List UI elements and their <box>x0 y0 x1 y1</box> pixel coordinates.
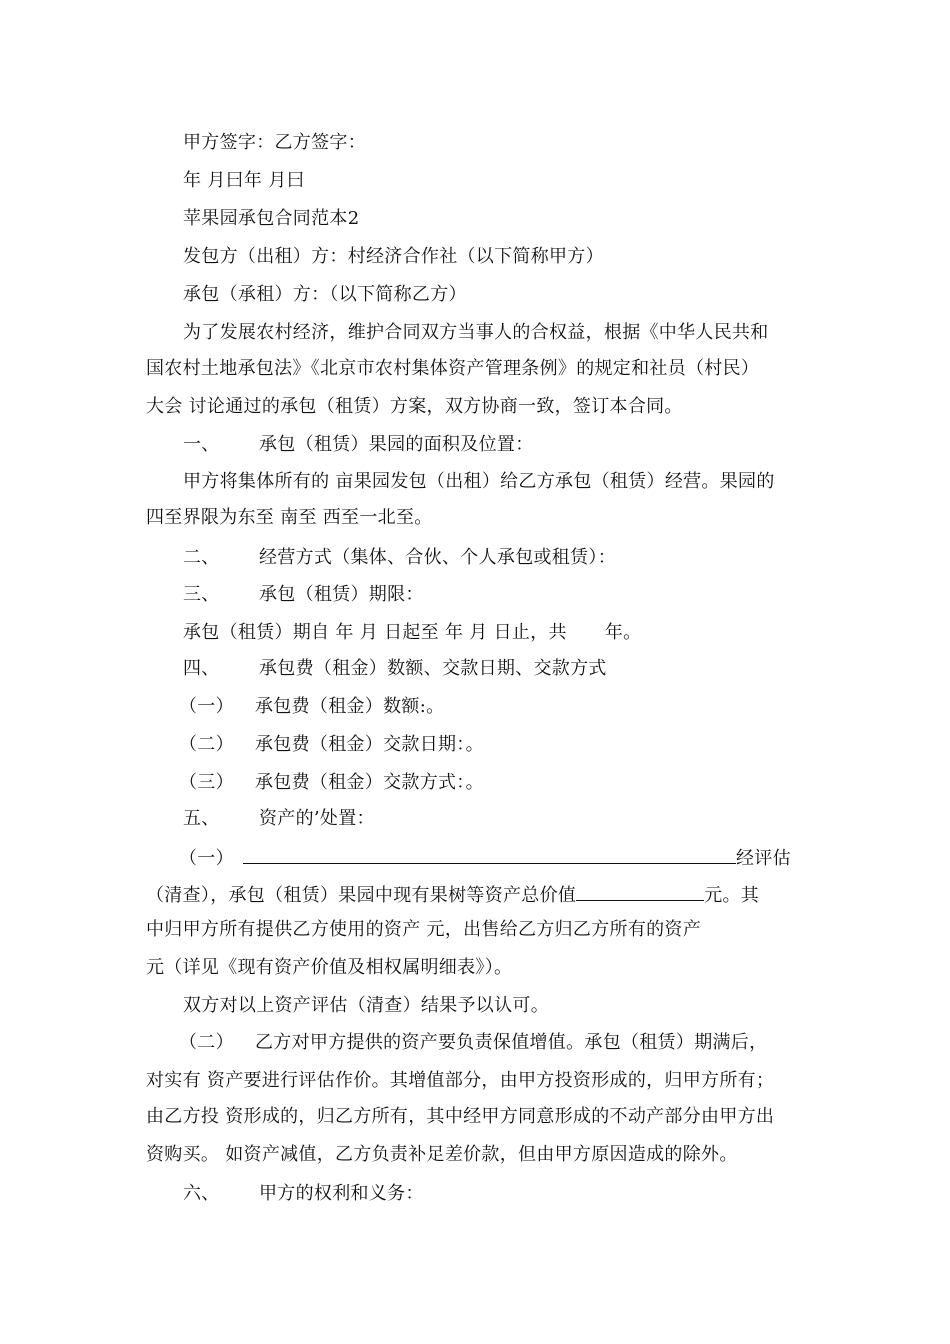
fill-blank <box>576 882 704 901</box>
term-years: 年。 <box>604 622 642 643</box>
fill-blank <box>243 845 736 864</box>
item-text: 乙方对甲方提供的资产要负责保值增值。承包（租赁）期满后， <box>255 1032 768 1053</box>
section-number: 二、 <box>183 547 220 568</box>
item-text: 元。其 <box>704 885 760 906</box>
section-5-item-1-line-4: 元（详见《现有资产价值及相权属明细表》）。 <box>146 957 513 978</box>
section-title: 承包（租赁）期限： <box>259 584 424 605</box>
intro-line-3: 大会 讨论通过的承包（租赁）方案，双方协商一致，签订本合同。 <box>146 396 683 417</box>
intro-line-2: 国农村土地承包法》《北京市农村集体资产管理条例》的规定和社员（村民） <box>146 358 760 379</box>
section-title: 经营方式（集体、合伙、个人承包或租赁）： <box>259 547 616 568</box>
section-5-item-2-line-4: 资购买。 如资产减值，乙方负责补足差价款，但由甲方原因造成的除外。 <box>146 1144 738 1165</box>
item-number: （三） <box>179 772 234 793</box>
section-number: 一、 <box>183 434 220 455</box>
section-1-heading <box>183 433 534 457</box>
item-number: （一） <box>179 696 234 717</box>
party-b-line: 承包（承租）方：（以下简称乙方） <box>183 284 467 305</box>
section-5-item-1-line-1 <box>179 845 791 871</box>
item-text: 经评估 <box>736 848 791 869</box>
party-a-line: 发包方（出租）方：村经济合作社（以下简称甲方） <box>183 246 604 267</box>
item-text: 承包费（租金）交款方式：。 <box>255 772 484 793</box>
section-2-heading <box>183 546 616 570</box>
item-text: 承包费（租金）数额:。 <box>255 696 445 717</box>
section-5-item-1-line-5: 双方对以上资产评估（清查）结果予以认可。 <box>183 995 549 1016</box>
section-5-item-2-line-2: 对实有 资产要进行评估作价。其增值部分，由甲方投资形成的，归甲方所有； <box>146 1070 775 1091</box>
section-4-item-1 <box>179 695 444 719</box>
section-title: 甲方的权利和义务： <box>259 1183 424 1204</box>
section-5-item-2-line-3: 由乙方投 资形成的，归乙方所有，其中经甲方同意形成的不动产部分由甲方出 <box>146 1106 775 1127</box>
section-4-heading <box>183 657 607 681</box>
item-number: （二） <box>179 1032 234 1053</box>
section-4-item-2 <box>179 733 484 757</box>
section-3-heading <box>183 583 424 607</box>
item-number: （二） <box>179 734 234 755</box>
section-4-item-3 <box>179 771 484 795</box>
section-1-para-1: 甲方将集体所有的 亩果园发包（出租）给乙方承包（租赁）经营。果园的 <box>183 471 775 492</box>
intro-line-1: 为了发展农村经济，维护合同双方当事人的合权益，根据《中华人民共和 <box>183 322 769 343</box>
section-3-para <box>183 621 641 645</box>
section-1-para-2: 四至界限为东至 南至 西至一北至。 <box>146 507 433 528</box>
item-text: （清查），承包（租赁）果园中现有果树等资产总价值 <box>146 885 577 906</box>
section-5-item-1-line-3: 中归甲方所有提供乙方使用的资产 元，出售给乙方归乙方所有的资产 <box>146 919 702 940</box>
section-title: 承包费（租金）数额、交款日期、交款方式 <box>259 658 607 679</box>
section-5-heading <box>183 807 375 831</box>
term-text: 承包（租赁）期自 年 月 日起至 年 月 日止，共 <box>183 622 567 643</box>
section-6-heading <box>183 1182 424 1206</box>
section-5-item-2-line-1 <box>179 1031 767 1055</box>
section-number: 三、 <box>183 584 220 605</box>
section-number: 四、 <box>183 658 220 679</box>
section-title: 资产的’处置： <box>259 808 375 829</box>
item-text: 承包费（租金）交款日期：。 <box>255 734 484 755</box>
date-line: 年 月曰年 月曰 <box>183 170 305 191</box>
section-number: 五、 <box>183 808 220 829</box>
section-number: 六、 <box>183 1183 220 1204</box>
contract-title: 苹果园承包合同范本2 <box>183 208 360 229</box>
item-number: （一） <box>179 848 234 869</box>
section-5-item-1-line-2 <box>146 882 759 908</box>
section-title: 承包（租赁）果园的面积及位置： <box>259 434 534 455</box>
signature-line: 甲方签字：乙方签字： <box>183 132 366 153</box>
